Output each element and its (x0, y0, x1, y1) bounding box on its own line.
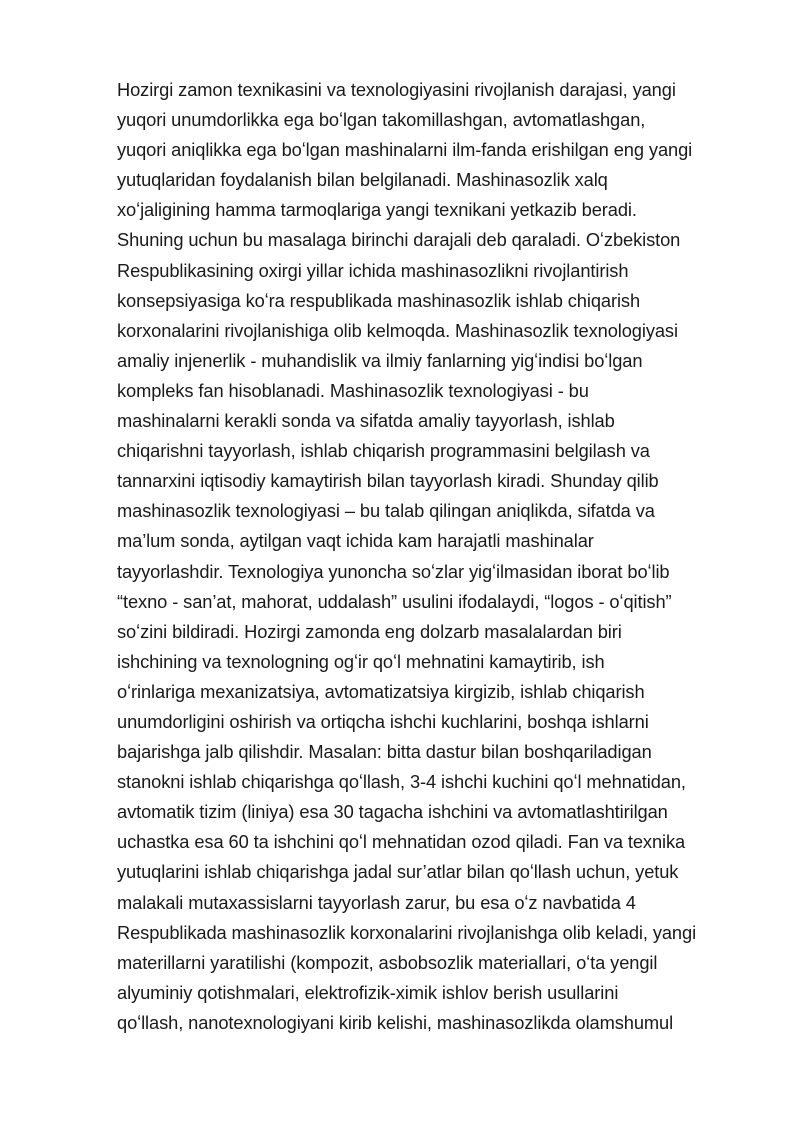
text-line: tannarxini iqtisodiy kamaytirish bilan tayyorlash kiradi. Shunday qilib (117, 470, 659, 492)
body-paragraph (117, 75, 757, 1038)
text-line: avtomatik tizim (liniya) esa 30 tagacha ishchini va avtomatlashtirilgan (117, 801, 668, 823)
text-line: mashinasozlik texnologiyasi – bu talab qilingan aniqlikda, sifatda va (117, 500, 655, 522)
text-line: Respublikada mashinasozlik korxonalarini rivojlanishga olib keladi, yangi (117, 921, 697, 943)
text-line: Shuning uchun bu masalaga birinchi darajali deb qaraladi. Oʻzbekiston (117, 229, 681, 251)
text-line: qoʻllash, nanotexnologiyani kirib kelishi, mashinasozlikda olamshumul (117, 1011, 674, 1033)
text-line: korxonalarini rivojlanishiga olib kelmoqda. Mashinasozlik texnologiyasi (117, 319, 678, 341)
text-line: Hozirgi zamon texnikasini va texnologiyasini rivojlanish darajasi, yangi (117, 79, 676, 100)
text-line: yuqori aniqlikka ega boʻlgan mashinalarni ilm-fanda erishilgan eng yangi (117, 139, 693, 161)
text-line: xoʻjaligining hamma tarmoqlariga yangi texnikani yetkazib beradi. (117, 199, 637, 221)
text-line: ma’lum sonda, aytilgan vaqt ichida kam harajatli mashinalar (117, 530, 594, 552)
text-line: stanokni ishlab chiqarishga qoʻllash, 3-4 ishchi kuchini qoʻl mehnatidan, (117, 771, 686, 793)
text-line: bajarishga jalb qilishdir. Masalan: bitta dastur bilan boshqariladigan (117, 741, 652, 763)
text-line: Respublikasining oxirgi yillar ichida mashinasozlikni rivojlantirish (117, 259, 629, 281)
text-line: mashinalarni kerakli sonda va sifatda amaliy tayyorlash, ishlab (117, 410, 615, 432)
text-line: oʻrinlariga mexanizatsiya, avtomatizatsiya kirgizib, ishlab chiqarish (117, 680, 645, 702)
text-line: yuqori unumdorlikka ega boʻlgan takomillashgan, avtomatlashgan, (117, 109, 646, 131)
text-line: unumdorligini oshirish va ortiqcha ishchi kuchlarini, boshqa ishlarni (117, 710, 649, 732)
text-line: materillarni yaratilishi (kompozit, asbobsozlik materiallari, oʻta yengil (117, 951, 658, 973)
text-line: yutuqlarini ishlab chiqarishga jadal sur’atlar bilan qoʻllash uchun, yetuk (117, 861, 679, 883)
text-line: “texno - san’at, mahorat, uddalash” usulini ifodalaydi, “logos - oʻqitish” (117, 590, 672, 612)
text-line: chiqarishni tayyorlash, ishlab chiqarish programmasini belgilash va (117, 440, 650, 462)
text-line: kompleks fan hisoblanadi. Mashinasozlik texnologiyasi - bu (117, 379, 589, 401)
text-line: alyuminiy qotishmalari, elektrofizik-ximik ishlov berish usullarini (117, 981, 619, 1003)
text-line: yutuqlaridan foydalanish bilan belgilanadi. Mashinasozlik xalq (117, 169, 608, 191)
text-line: malakali mutaxassislarni tayyorlash zarur, bu esa oʻz navbatida 4 (117, 891, 636, 913)
text-line: uchastka esa 60 ta ishchini qoʻl mehnatidan ozod qiladi. Fan va texnika (117, 831, 686, 853)
text-line: soʻzini bildiradi. Hozirgi zamonda eng dolzarb masalalardan biri (117, 620, 622, 642)
text-line: amaliy injenerlik - muhandislik va ilmiy fanlarning yigʻindisi boʻlgan (117, 349, 643, 371)
text-line: konsepsiyasiga koʻra respublikada mashinasozlik ishlab chiqarish (117, 289, 641, 311)
text-line: ishchining va texnologning ogʻir qoʻl mehnatini kamaytirib, ish (117, 650, 605, 672)
text-line: tayyorlashdir. Texnologiya yunoncha soʻzlar yigʻilmasidan iborat boʻlib (117, 560, 670, 582)
